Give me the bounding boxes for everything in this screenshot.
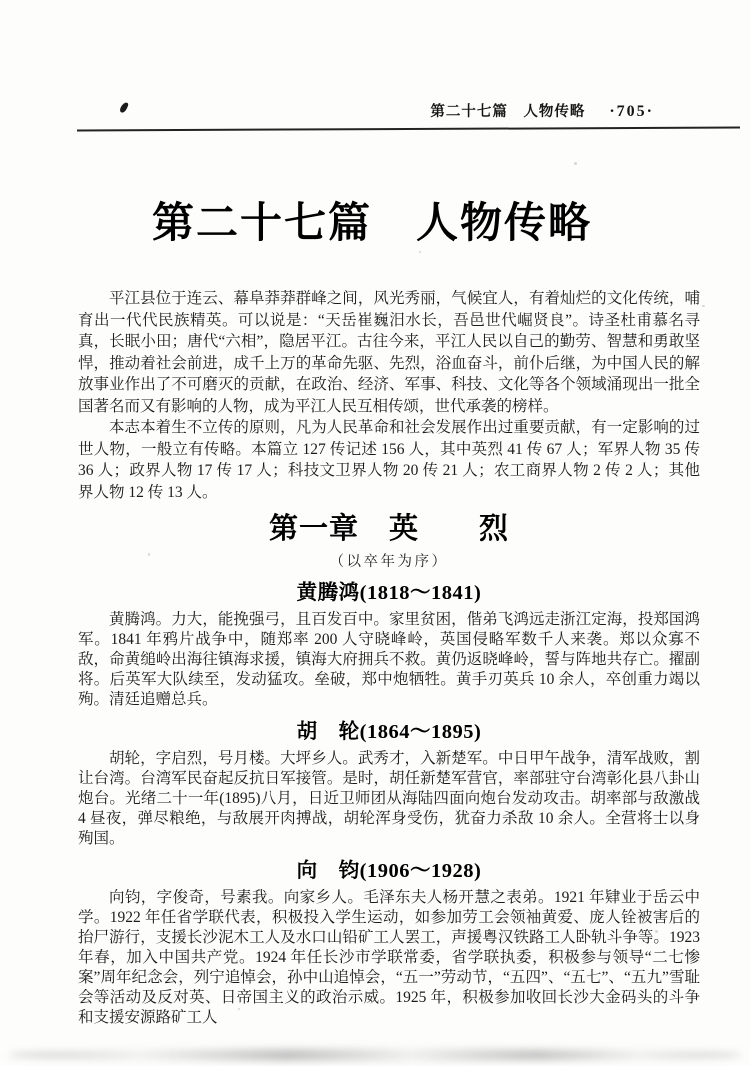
scan-speckle	[574, 162, 577, 165]
scan-speckle	[702, 305, 705, 307]
scan-speckle	[419, 251, 421, 253]
header-rule	[77, 127, 740, 132]
intro-paragraph-1: 平江县位于连云、幕阜莽莽群峰之间，风光秀丽，气候宜人，有着灿烂的文化传统，哺育出一代代民族精英。可以说是：“天岳崔巍汨水长，吾邑世代崛贤良”。诗圣杜甫慕名寻真，长眠小田；唐代“六相”，隐居平江。古往今来，平江人民以自己的勤劳、智慧和勇敢坚悍，推动着社会前进，成千上万的革命先驱、先烈，浴血奋斗，前仆后继，为中国人民的解放事业作出了不可磨灭的贡献，在政治、经济、军事、科技、文化等各个领域涌现出一批全国著名而又有影响的人物，成为平江人民互相传颂，世代承袭的榜样。	[78, 290, 700, 415]
biography-heading-xiang-jun: 向 钧(1906～1928)	[296, 860, 482, 882]
page-number: ·705·	[609, 103, 654, 120]
biography-body-huang-tenghong: 黄腾鸿。力大，能挽强弓，且百发百中。家里贫困，偕弟飞鸿远走浙江定海，投郑国鸿军。1841 年鸦片战争中，随郑率 200 人守晓峰岭，英国侵略军数千人来袭。郑以众寡不敌，命黄缒岭出海往镇海求援，镇海大府拥兵不救。黄仍返晓峰岭，誓与阵地共存亡。擢副将。后英军大队续至，发动猛攻。垒破，郑中炮牺牲。黄手刃英兵 10 余人，卒创重力竭以殉。清廷追赠总兵。	[78, 611, 700, 708]
page-content	[78, 288, 700, 1028]
running-title: 第二十七篇 人物传略	[430, 104, 586, 120]
biography-heading-huang-tenghong: 黄腾鸿(1818～1841)	[296, 582, 482, 604]
biography-body-hu-lun: 胡轮，字启烈，号月楼。大坪乡人。武秀才，入新楚军。中日甲午战争，清军战败，割让台湾。台湾军民奋起反抗日军接管。是时，胡任新楚军营官，率部驻守台湾彰化县八卦山炮台。光绪二十一年(1895)八月，日近卫师团从海陆四面向炮台发动攻击。胡率部与敌激战 4 昼夜，弹尽粮绝，与敌展开肉搏战，胡轮浑身受伤，犹奋力杀敌 10 余人。全营将士以身殉国。	[78, 750, 700, 847]
chapter-heading: 第一章 英 烈	[268, 513, 509, 545]
page-title: 第二十七篇 人物传略	[151, 199, 592, 246]
running-header	[78, 100, 654, 121]
biography-heading-hu-lun: 胡 轮(1864～1895)	[296, 721, 482, 743]
scan-bottom-edge-shadow	[8, 1049, 742, 1061]
chapter-sort-note: （以卒年为序）	[329, 554, 449, 570]
intro-paragraph-2: 本志本着生不立传的原则，凡为人民革命和社会发展作出过重要贡献，有一定影响的过世人物，一般立有传略。本篇立 127 传记述 156 人，其中英烈 41 传 67 人；军界人物 35 传 36 人；政界人物 17 传 17 人；科技文卫界人物 20 传 21 人；农工商界人物 2 传 2 人；其他界人物 12 传 13 人。	[78, 419, 700, 501]
biography-body-xiang-jun: 向钧，字俊奇，号素我。向家乡人。毛泽东夫人杨开慧之表弟。1921 年肄业于岳云中学。1922 年任省学联代表，积极投入学生运动，如参加劳工会领袖黄爱、庞人铨被害后的抬尸游行，支援长沙泥木工人及水口山铅矿工人罢工，声援粤汉铁路工人卧轨斗争等。1923 年春，加入中国共产党。1924 年任长沙市学联常委，省学联执委，积极参与领导“二七惨案”周年纪念会，列宁追悼会，孙中山追悼会，“五一”劳动节，“五四”、“五七”、“五九”雪耻会等活动及反对英、日帝国主义的政治示威。1925 年，积极参加收回长沙大金码头的斗争和支援安源路矿工人	[78, 889, 700, 1026]
